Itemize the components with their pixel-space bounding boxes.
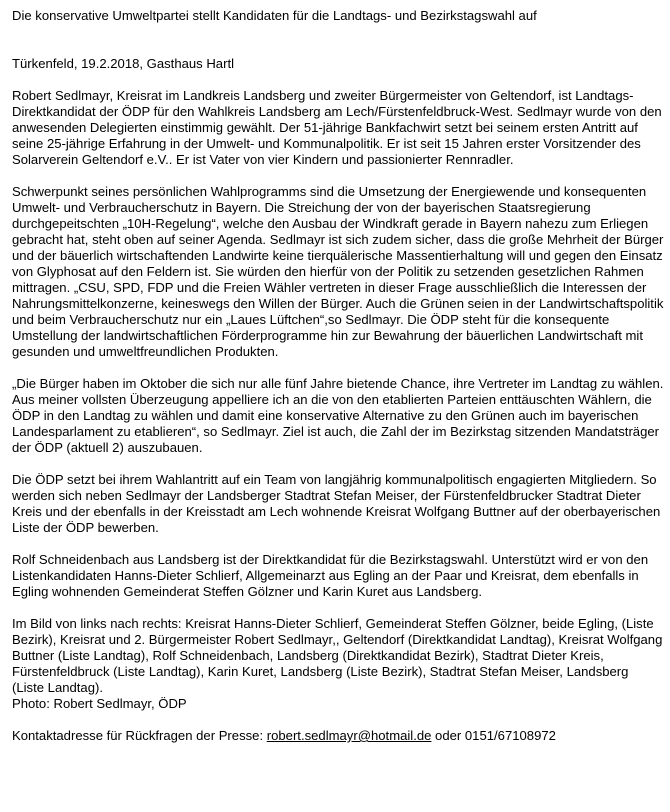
contact-phone: 0151/67108972 [464,728,556,743]
paragraph-district-candidate: Rolf Schneidenbach aus Landsberg ist der Direktkandidat für die Bezirkstagswahl. Unterstützt wird er von den Listenkandidaten Hanns-Dieter Schlierf, Allgemeinarzt aus Egling an der Paar und Kreisrat, dem ebenfalls in Egling wohnenden Gemeinderat Steffen Gölzner und Karin Kuret aus Landsberg. [12,552,649,599]
document-title: Die konservative Umweltpartei stellt Kandidaten für die Landtags- und Bezirkstagswahl auf [12,8,537,23]
contact-email-link[interactable]: robert.sedlmayr@hotmail.de [266,728,432,743]
paragraph-candidate-intro: Robert Sedlmayr, Kreisrat im Landkreis Landsberg und zweiter Bürgermeister von Geltendorf, ist Landtags-Direktkandidat der ÖDP für den Wahlkreis Landsberg am Lech/Fürstenfeldbruck-West. Sedlmayr wurde von den anwesenden Delegierten einstimmig gewählt. Der 51-jährige Bankfachwirt setzt bei seinem ersten Antritt auf seine 25-jährige Erfahrung in der Umwelt- und Kommunalpolitik. Er ist seit 15 Jahren erster Vorsitzender des Solarverein Geltendorf e.V.. Er ist Vater von vier Kindern und passionierter Rennradler. [12,88,662,167]
contact-separator: oder [431,728,465,743]
dateline: Türkenfeld, 19.2.2018, Gasthaus Hartl [12,56,234,71]
press-release-document [12,8,664,760]
contact-prefix: Kontaktadresse für Rückfragen der Presse: [12,728,267,743]
contact-line [12,728,664,744]
photo-credit: Photo: Robert Sedlmayr, ÖDP [12,696,187,711]
paragraph-election-program: Schwerpunkt seines persönlichen Wahlprogramms sind die Umsetzung der Energiewende und konsequenten Umwelt- und Verbraucherschutz in Bayern. Die Streichung der von der bayerischen Staatsregierung durchgepeitschten „10H-Regelung“, welche den Ausbau der Windkraft gerade in Bayern nahezu zum Erliegen gebracht hat, steht oben auf seiner Agenda. Sedlmayr ist sich zudem sicher, dass die große Mehrheit der Bürger und der bäuerlich wirtschaftenden Landwirte keine tierquälerische Massentierhaltung will und gegen den Einsatz von Glyphosat auf den Feldern ist. Sie würden den hierfür von der Politik zu setzenden gesetzlichen Rahmen mittragen. „CSU, SPD, FDP und die Freien Wähler vertreten in dieser Frage ausschließlich die Interessen der Nahrungsmittelkonzerne, keineswegs den Willen der Bürger. Auch die Grünen seien in der Landwirtschaftspolitik und beim Verbraucherschutz nur ein „Laues Lüftchen“,so Sedlmayr. Die ÖDP steht für die konsequente Umstellung der landwirtschaftlichen Förderprogramme hin zur Bewahrung der bäuerlichen Landwirtschaft mit gesunden und umweltfreundlichen Produkten. [12,184,664,359]
photo-caption: Im Bild von links nach rechts: Kreisrat Hanns-Dieter Schlierf, Gemeinderat Steffen Gölzner, beide Egling, (Liste Bezirk), Kreisrat und 2. Bürgermeister Robert Sedlmayr,, Geltendorf (Direktkandidat Landtag), Kreisrat Wolfgang Buttner (Liste Landtag), Rolf Schneidenbach, Landsberg (Direktkandidat Bezirk), Stadtrat Dieter Kreis, Fürstenfeldbruck (Liste Landtag), Karin Kuret, Landsberg (Liste Bezirk), Stadtrat Stefan Meiser, Landsberg (Liste Landtag). [12,616,663,695]
paragraph-team: Die ÖDP setzt bei ihrem Wahlantritt auf ein Team von langjährig kommunalpolitisch engagierten Mitgliedern. So werden sich neben Sedlmayr der Landsberger Stadtrat Stefan Meiser, der Fürstenfeldbrucker Stadtrat Dieter Kreis und der ebenfalls in der Kreisstadt am Lech wohnende Kreisrat Wolfgang Buttner auf der oberbayerischen Liste der ÖDP bewerben. [12,472,661,535]
paragraph-voter-appeal: „Die Bürger haben im Oktober die sich nur alle fünf Jahre bietende Chance, ihre Vertreter im Landtag zu wählen. Aus meiner vollsten Überzeugung appelliere ich an die von den etablierten Parteien enttäuschten Wählern, die ÖDP in den Landtag zu wählen und damit eine konservative Alternative zu den Grünen auch im bayerischen Landesparlament zu etablieren“, so Sedlmayr. Ziel ist auch, die Zahl der im Bezirkstag sitzenden Mandatsträger der ÖDP (aktuell 2) auszubauen. [12,376,664,455]
